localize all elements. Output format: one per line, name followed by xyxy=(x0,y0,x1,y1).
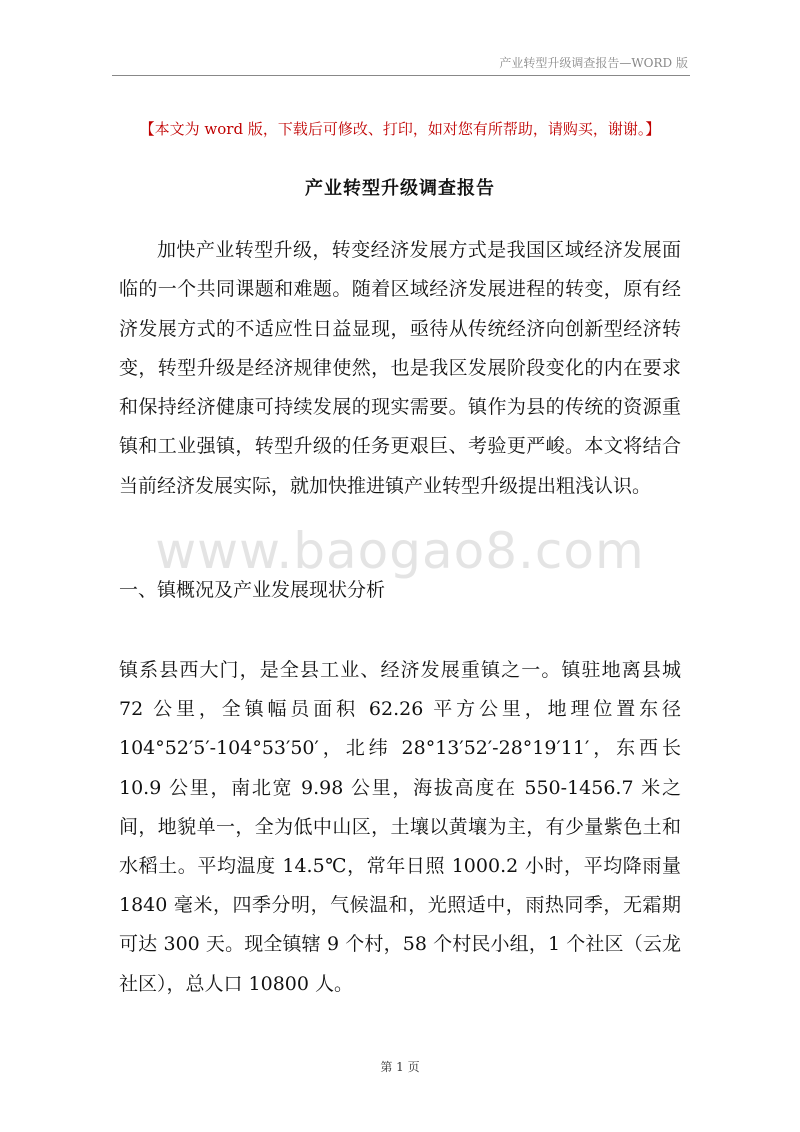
download-notice: 【本文为 word 版，下载后可修改、打印，如对您有所帮助，请购买，谢谢。】 xyxy=(139,120,661,138)
overview-paragraph: 镇系县西大门，是全县工业、经济发展重镇之一。镇驻地离县城 72 公里，全镇幅员面积 62.26 平方公里，地理位置东径 104°52′5′-104°53′50′，北纬 28°13′52′-28°19′11′，东西长 10.9 公里，南北宽 9.98 公里，海拔高度在 550-1456.7 米之间，地貌单一，全为低中山区，土壤以黄壤为主，有少量紫色土和水稻土。平均温度 14.5℃，常年日照 1000.2 小时，平均降雨量 1840 毫米，四季分明，气候温和，光照适中，雨热同季，无霜期可达 300 天。现全镇辖 9 个村，58 个村民小组，1 个社区（云龙社区），总人口 10800 人。 xyxy=(119,659,681,995)
running-header: 产业转型升级调查报告—WORD 版 xyxy=(499,56,688,70)
intro-paragraph: 加快产业转型升级，转变经济发展方式是我国区域经济发展面临的一个共同课题和难题。随着区域经济发展进程的转变，原有经济发展方式的不适应性日益显现，亟待从传统经济向创新型经济转变，转型升级是经济规律使然，也是我区发展阶段变化的内在要求和保持经济健康可持续发展的现实需要。镇作为县的传统的资源重镇和工业强镇，转型升级的任务更艰巨、考验更严峻。本文将结合当前经济发展实际，就加快推进镇产业转型升级提出粗浅认识。 xyxy=(119,239,681,497)
header-divider xyxy=(112,75,690,76)
section-heading: 一、镇概况及产业发展现状分析 xyxy=(119,579,386,601)
document-title: 产业转型升级调查报告 xyxy=(305,178,495,199)
watermark-text: www.baogao8.com xyxy=(155,522,645,580)
page-number: 第 1 页 xyxy=(380,1060,420,1074)
